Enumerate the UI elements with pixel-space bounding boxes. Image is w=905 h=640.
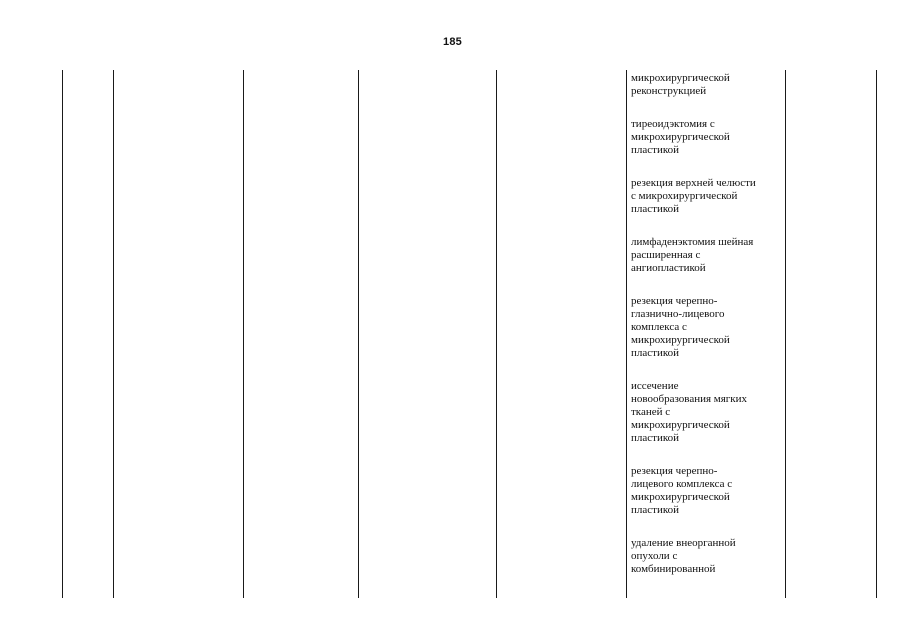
table-column-border bbox=[358, 70, 359, 598]
table-column-border bbox=[496, 70, 497, 598]
procedure-item: удаление внеорганной опухоли с комбинированной bbox=[631, 537, 736, 575]
procedure-item: резекция черепно- лицевого комплекса с микрохирургической пластикой bbox=[631, 465, 733, 516]
procedure-item: резекция черепно- глазнично-лицевого комплекса с микрохирургической пластикой bbox=[631, 295, 730, 359]
page-number: 185 bbox=[443, 36, 462, 48]
table-column-border bbox=[785, 70, 786, 598]
table-column-border bbox=[243, 70, 244, 598]
procedure-list bbox=[631, 72, 783, 596]
table-column-border bbox=[62, 70, 63, 598]
procedure-item: лимфаденэктомия шейная расширенная с ангиопластикой bbox=[631, 236, 754, 274]
table-column-border bbox=[626, 70, 627, 598]
procedure-item: иссечение новообразования мягких тканей с микрохирургической пластикой bbox=[631, 380, 748, 444]
table-column-border bbox=[876, 70, 877, 598]
table-column-border bbox=[113, 70, 114, 598]
procedure-item: микрохирургической реконструкцией bbox=[631, 72, 730, 97]
procedure-item: тиреоидэктомия с микрохирургической пластикой bbox=[631, 118, 730, 156]
procedure-item: резекция верхней челюсти с микрохирургической пластикой bbox=[631, 177, 756, 215]
